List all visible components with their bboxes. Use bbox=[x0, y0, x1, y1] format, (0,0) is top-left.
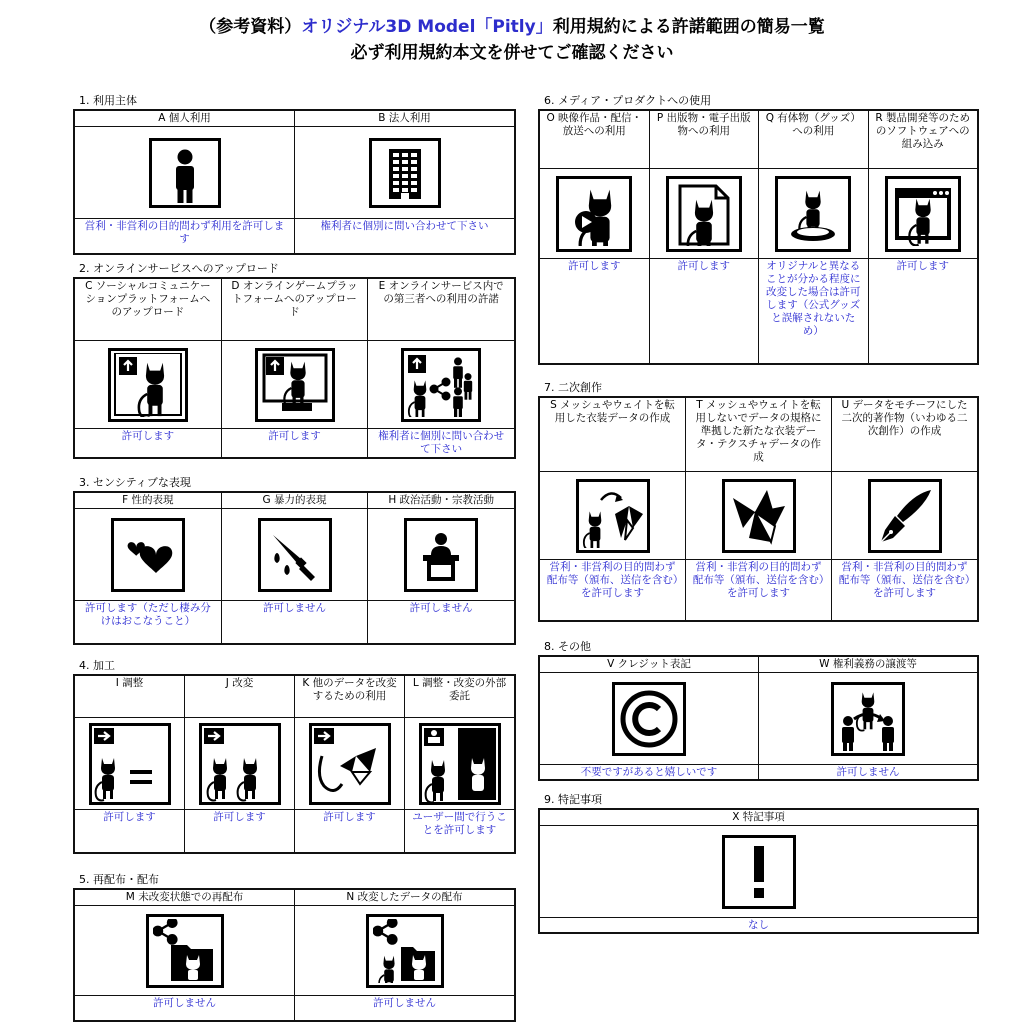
permission-label: F 性的表現 bbox=[75, 493, 221, 509]
permission-cell bbox=[540, 111, 649, 363]
permission-cell bbox=[540, 398, 685, 620]
permission-label: M 未改変状態での再配布 bbox=[75, 890, 294, 906]
permission-status: 許可します bbox=[103, 811, 156, 823]
permission-grid bbox=[538, 109, 979, 365]
permission-status: 営利・非営利の目的問わず配布等（頒布、送信を含む）を許可します bbox=[692, 561, 825, 599]
permission-status: 許可しません bbox=[263, 602, 326, 614]
podium-icon bbox=[404, 518, 478, 592]
section-heading: 7. 二次創作 bbox=[544, 381, 602, 394]
permission-cell bbox=[294, 890, 514, 1020]
permission-icon-area bbox=[75, 718, 184, 810]
section-heading: 2. オンラインサービスへのアップロード bbox=[79, 262, 279, 275]
redistribute-icon bbox=[146, 914, 224, 988]
permission-icon-area bbox=[540, 472, 685, 560]
permission-status: 許可します bbox=[896, 260, 949, 272]
permission-cell bbox=[367, 493, 514, 643]
permission-cell bbox=[184, 676, 294, 852]
permission-label: C ソーシャルコミュニケーションプラットフォームへのアップロード bbox=[75, 279, 221, 341]
adjust-icon bbox=[89, 723, 171, 805]
permission-grid bbox=[538, 396, 979, 622]
permission-status: 営利・非営利の目的問わず利用を許可します bbox=[84, 220, 285, 245]
permission-label: S メッシュやウェイトを転用した衣装データの作成 bbox=[540, 398, 685, 472]
permission-status: 許可しません bbox=[373, 997, 436, 1009]
permission-icon-area bbox=[759, 169, 868, 259]
title-prefix: （参考資料） bbox=[199, 17, 302, 37]
permission-status: 許可します bbox=[268, 430, 321, 442]
transfer-rights-icon bbox=[831, 682, 905, 756]
permission-cell bbox=[685, 398, 831, 620]
permission-cell bbox=[221, 279, 368, 457]
permission-icon-area bbox=[222, 341, 368, 429]
title-suffix: 利用規約による許諾範囲の簡易一覧 bbox=[552, 17, 825, 37]
permission-label: X 特記事項 bbox=[540, 810, 977, 826]
section-heading: 5. 再配布・配布 bbox=[79, 873, 159, 886]
permission-cell bbox=[75, 279, 221, 457]
permission-cell bbox=[758, 111, 868, 363]
permission-icon-area bbox=[832, 472, 977, 560]
permission-icon-area bbox=[295, 127, 514, 219]
permission-grid bbox=[73, 888, 516, 1022]
permission-grid bbox=[538, 655, 979, 781]
permission-cell bbox=[75, 676, 184, 852]
permission-cell bbox=[831, 398, 977, 620]
section-heading: 8. その他 bbox=[544, 640, 591, 653]
permission-label: V クレジット表記 bbox=[540, 657, 758, 673]
permission-status: 権利者に個別に問い合わせて下さい bbox=[378, 430, 505, 455]
permission-cell bbox=[367, 279, 514, 457]
permission-status: ユーザー間で行うことを許可します bbox=[412, 811, 507, 836]
permission-label: G 暴力的表現 bbox=[222, 493, 368, 509]
section-heading: 1. 利用主体 bbox=[79, 94, 137, 107]
upload-sns-icon bbox=[108, 348, 188, 422]
permission-status: 許可します bbox=[323, 811, 376, 823]
page-subtitle: 必ず利用規約本文を併せてご確認ください bbox=[350, 43, 674, 63]
copyright-icon bbox=[612, 682, 686, 756]
permission-icon-area bbox=[75, 906, 294, 996]
section-processing bbox=[73, 659, 516, 854]
permission-label: K 他のデータを改変するための利用 bbox=[295, 676, 404, 718]
section-sensitive-expression bbox=[73, 476, 516, 645]
permission-label: U データをモチーフにした二次的著作物（いわゆる二次創作）の作成 bbox=[832, 398, 977, 472]
outsourcing-icon bbox=[419, 723, 501, 805]
permission-icon-area bbox=[540, 169, 649, 259]
section-derivative-works bbox=[538, 381, 979, 622]
permission-status: 許可します（ただし棲み分けはおこなうこと） bbox=[84, 602, 211, 627]
video-icon bbox=[556, 176, 632, 252]
building-icon bbox=[369, 138, 441, 208]
permission-label: E オンラインサービス内での第三者への利用の許諾 bbox=[368, 279, 514, 341]
permission-icon-area bbox=[405, 718, 514, 810]
permission-label: J 改変 bbox=[185, 676, 294, 718]
hearts-icon bbox=[111, 518, 185, 592]
permission-label: T メッシュやウェイトを転用しないでデータの規格に準拠した新たな衣装データ・テクスチャデータの作成 bbox=[686, 398, 831, 472]
permission-icon-area bbox=[295, 906, 514, 996]
permission-icon-area bbox=[540, 826, 977, 918]
permission-cell bbox=[540, 657, 758, 779]
exclamation-icon bbox=[722, 835, 796, 909]
section-redistribution bbox=[73, 873, 516, 1022]
permission-cell bbox=[649, 111, 759, 363]
permission-icon-area bbox=[185, 718, 294, 810]
permission-status: オリジナルと異なることが分かる程度に改変した場合は許可します（公式グッズと誤解されないため） bbox=[766, 260, 861, 337]
permission-status: 不要ですがあると嬉しいです bbox=[580, 766, 718, 778]
permission-status: 許可します bbox=[568, 260, 621, 272]
permission-grid bbox=[73, 491, 516, 645]
permission-label: R 製品開発等のためのソフトウェアへの組み込み bbox=[869, 111, 978, 169]
third-party-share-icon bbox=[401, 348, 481, 422]
permission-cell bbox=[404, 676, 514, 852]
permission-label: B 法人利用 bbox=[295, 111, 514, 127]
permission-cell bbox=[540, 810, 977, 932]
pen-nib-icon bbox=[868, 479, 942, 553]
permission-status: 許可しません bbox=[836, 766, 900, 778]
permission-icon-area bbox=[295, 718, 404, 810]
reuse-data-icon bbox=[309, 723, 391, 805]
permission-status: 権利者に個別に問い合わせて下さい bbox=[320, 220, 489, 232]
permission-icon-area bbox=[75, 127, 294, 219]
permission-label: I 調整 bbox=[75, 676, 184, 718]
title-model: オリジナル3D Model「Pitly」 bbox=[301, 17, 553, 37]
permission-grid bbox=[73, 277, 516, 459]
permission-grid bbox=[73, 109, 516, 255]
permission-cell bbox=[75, 890, 294, 1020]
section-other bbox=[538, 640, 979, 781]
permission-cell bbox=[868, 111, 978, 363]
section-heading: 3. センシティブな表現 bbox=[79, 476, 191, 489]
permission-icon-area bbox=[222, 509, 368, 601]
section-media-products bbox=[538, 94, 979, 365]
permission-status: 許可します bbox=[213, 811, 266, 823]
section-special-notes bbox=[538, 793, 979, 934]
permission-status: 許可します bbox=[677, 260, 730, 272]
permission-cell bbox=[294, 111, 514, 253]
section-heading: 6. メディア・プロダクトへの使用 bbox=[544, 94, 712, 107]
upload-game-icon bbox=[255, 348, 335, 422]
permission-cell bbox=[221, 493, 368, 643]
figure-goods-icon bbox=[775, 176, 851, 252]
distribute-modified-icon bbox=[366, 914, 444, 988]
page-title bbox=[0, 12, 1024, 37]
permission-status: なし bbox=[748, 919, 769, 931]
knife-icon bbox=[258, 518, 332, 592]
permission-icon-area bbox=[368, 341, 514, 429]
permission-status: 許可しません bbox=[153, 997, 216, 1009]
permission-status: 営利・非営利の目的問わず配布等（頒布、送信を含む）を許可します bbox=[546, 561, 679, 599]
section-online-upload bbox=[73, 262, 516, 459]
permission-label: P 出版物・電子出版物への利用 bbox=[650, 111, 759, 169]
permission-cell bbox=[75, 493, 221, 643]
permission-grid bbox=[538, 808, 979, 934]
permission-icon-area bbox=[686, 472, 831, 560]
permission-icon-area bbox=[75, 341, 221, 429]
person-icon bbox=[149, 138, 221, 208]
publication-icon bbox=[666, 176, 742, 252]
permission-label: D オンラインゲームプラットフォームへのアップロード bbox=[222, 279, 368, 341]
section-heading: 9. 特記事項 bbox=[544, 793, 602, 806]
permission-icon-area bbox=[869, 169, 978, 259]
permission-icon-area bbox=[759, 673, 977, 765]
permission-label: W 権利義務の譲渡等 bbox=[759, 657, 977, 673]
permission-status: 許可しません bbox=[409, 602, 473, 614]
mesh-transfer-icon bbox=[576, 479, 650, 553]
permission-grid bbox=[73, 674, 516, 854]
permission-icon-area bbox=[368, 509, 514, 601]
permission-label: Q 有体物（グッズ）への利用 bbox=[759, 111, 868, 169]
permission-icon-area bbox=[75, 509, 221, 601]
permission-label: A 個人利用 bbox=[75, 111, 294, 127]
permission-cell bbox=[758, 657, 977, 779]
permission-label: O 映像作品・配信・放送への利用 bbox=[540, 111, 649, 169]
section-usage-subject bbox=[73, 94, 516, 255]
new-outfit-icon bbox=[722, 479, 796, 553]
permission-cell bbox=[294, 676, 404, 852]
permission-icon-area bbox=[540, 673, 758, 765]
section-heading: 4. 加工 bbox=[79, 659, 115, 672]
permission-icon-area bbox=[650, 169, 759, 259]
permission-status: 許可します bbox=[121, 430, 175, 442]
permission-label: L 調整・改変の外部委託 bbox=[405, 676, 514, 718]
permission-label: N 改変したデータの配布 bbox=[295, 890, 514, 906]
permission-cell bbox=[75, 111, 294, 253]
permission-status: 営利・非営利の目的問わず配布等（頒布、送信を含む）を許可します bbox=[838, 561, 971, 599]
modify-icon bbox=[199, 723, 281, 805]
software-icon bbox=[885, 176, 961, 252]
permission-label: H 政治活動・宗教活動 bbox=[368, 493, 514, 509]
